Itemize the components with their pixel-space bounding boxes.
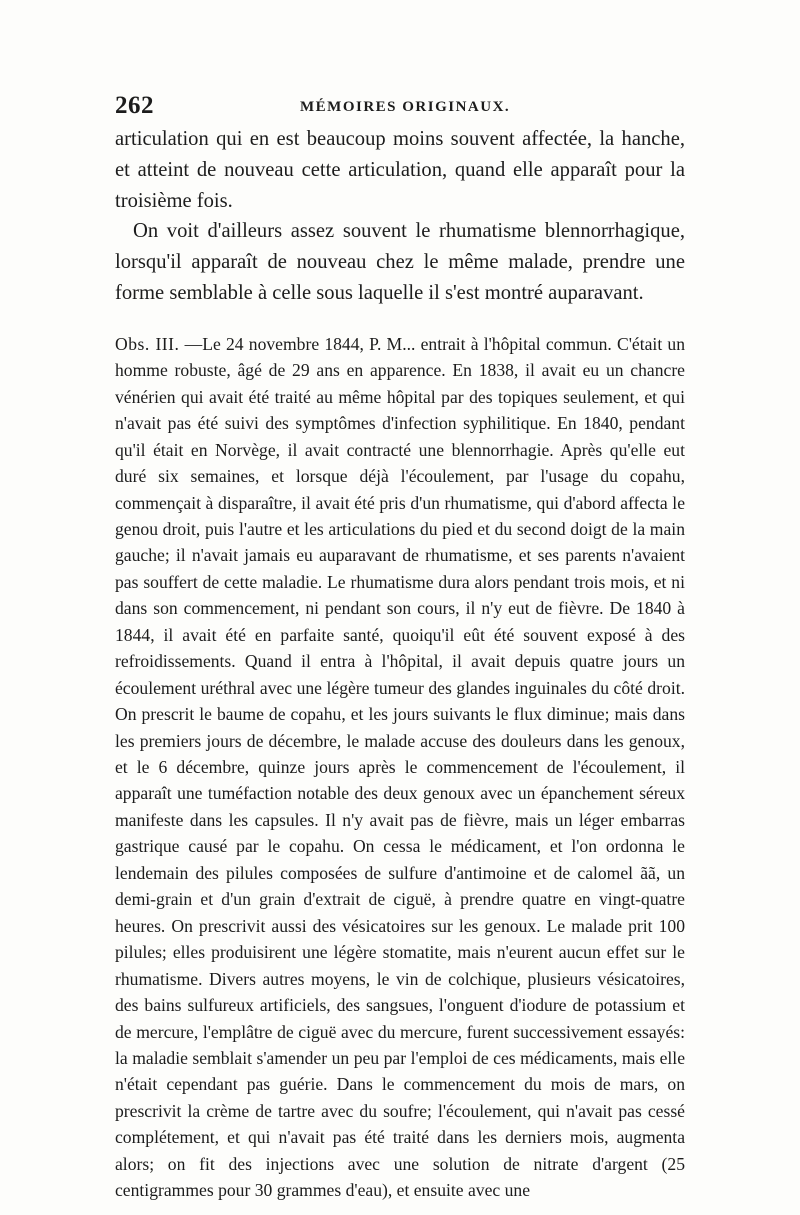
observation-text: —Le 24 novembre 1844, P. M... entrait à l'hôpital commun. C'était un homme robuste, âgé de 29 ans en apparence. En 1838, il avait eu un chancre vénérien qui avait été traité au même hôpital par des topiques seulement, et qui n'avait pas été suivi des symptômes d'infection syphilitique. En 1840, pendant qu'il était en Norvège, il avait contracté une blennorrhagie. Après qu'elle eut duré six semaines, et lorsque déjà l'écoulement, par l'usage du copahu, commençait à disparaître, il avait été pris d'un rhumatisme, qui d'abord affecta le genou droit, puis l'autre et les articulations du pied et du second doigt de la main gauche; il n'avait jamais eu auparavant de rhumatisme, et ses parents n'avaient pas souffert de cette maladie. Le rhumatisme dura alors pendant trois mois, et ni dans son commencement, ni pendant son cours, il n'y eut de fièvre. De 1840 à 1844, il avait été en parfaite santé, quoiqu'il eût été souvent exposé à des refroidissements. Quand il entra à l'hôpital, il avait depuis quatre jours un écoulement uréthral avec une légère tumeur des glandes inguinales du côté droit. On prescrit le baume de copahu, et les jours suivants le flux diminue; mais dans les premiers jours de décembre, le malade accuse des douleurs dans les genoux, et le 6 décembre, quinze jours après le commencement de l'écoulement, il apparaît une tuméfaction notable des deux genoux avec un épanchement séreux manifeste dans les capsules. Il n'y avait pas de fièvre, mais un léger embarras gastrique causé par le copahu. On cessa le médicament, et l'on ordonna le lendemain des pilules composées de sulfure d'antimoine et de calomel ãã, un demi-grain et d'un grain d'extrait de ciguë, à prendre quatre en vingt-quatre heures. On prescrivit aussi des vésicatoires sur les genoux. Le malade prit 100 pilules; elles produisirent une légère stomatite, mais n'eurent aucun effet sur le rhumatisme. Divers autres moyens, le vin de colchique, plusieurs vésicatoires, des bains sulfureux artificiels, des sangsues, l'onguent d'iodure de potassium et de mercure, l'emplâtre de ciguë avec du mercure, furent successivement essayés: la maladie semblait s'amender un peu par l'emploi de ces médicaments, mais elle n'était cependant pas guérie. Dans le commencement du mois de mars, on prescrivit la crème de tartre avec du soufre; l'écoulement, qui n'avait pas cessé complétement, et qui n'avait pas été traité dans les derniers mois, augmenta alors; on fit des injections avec une solution de nitrate d'argent (25 centigrammes pour 30 grammes d'eau), et ensuite avec une [115, 333, 686, 1201]
observation-paragraph [115, 331, 685, 1204]
paragraph-continuation: articulation qui en est beaucoup moins souvent affectée, la hanche, et atteint de nouveau cette articulation, quand elle apparaît pour la troisième fois. [115, 128, 685, 212]
book-page [115, 92, 685, 1204]
page-number: 262 [115, 92, 154, 119]
observation-label: Obs. III. [115, 333, 180, 354]
paragraph-recurrence: On voit d'ailleurs assez souvent le rhumatisme blennorrhagique, lorsqu'il apparaît de nouveau chez le même malade, prendre une forme semblable à celle sous laquelle il s'est montré auparavant. [115, 220, 685, 304]
running-head [115, 92, 685, 122]
running-title: MÉMOIRES ORIGINAUX. [300, 99, 511, 115]
